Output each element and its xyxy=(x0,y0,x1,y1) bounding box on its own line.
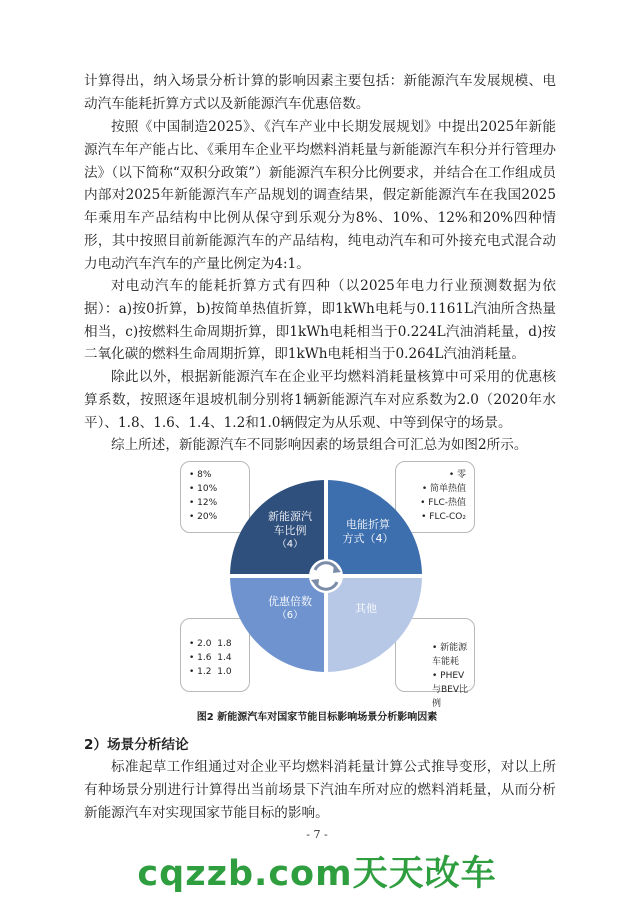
paragraph-2: 按照《中国制造2025》、《汽车产业中长期发展规划》中提出2025年新能源汽车年产能占比、《乘用车企业平均燃料消耗量与新能源汽车积分并行管理办法》（以下简称“双积分政策”）新能源汽车积分比例要求，并结合在工作组成员内部对2025年新能源汽车产品规划的调查结果，假定新能源汽车在我国2025年乘用车产品结构中比例从保守到乐观分为8%、10%、12%和20%四种情形，其中按照目前新能源汽车的产品结构，纯电动汽车和可外接充电式混合动力电动汽车汽车的产量比例定为4:1。 xyxy=(84,119,556,272)
figure-caption: 图2 新能源汽车对国家节能目标影响场景分析影响因素 xyxy=(196,712,438,723)
factor-diagram xyxy=(176,458,477,709)
paragraph-4: 除此以外，根据新能源汽车在企业平均燃料消耗量核算中可采用的优惠核算系数，按照逐年退坡机制分别将1辆新能源汽车对应系数为2.0（2020年水平）、1.8、1.6、1.4、1.2和1.0辆假定为从乐观、中等到保守的场景。 xyxy=(84,369,556,431)
multiplier-option: • 1.6 1.4 xyxy=(189,653,232,663)
paragraph-1: 计算得出，纳入场景分析计算的影响因素主要包括：新能源汽车发展规模、电动汽车能耗折算方式以及新能源汽车优惠倍数。 xyxy=(84,73,556,112)
quadrant-circle xyxy=(176,458,477,694)
share-option: • 10% xyxy=(189,484,218,494)
paragraph-3: 对电动汽车的能耗折算方式有四种（以2025年电力行业预测数据为依据）：a)按0折算，b)按简单热值折算，即1kWh电耗与0.1161L汽油所含热量相当，c)按燃料生命周期折算，即1kWh电耗相当于0.224L汽油消耗量，d)按二氧化碳的燃料生命周期折算，即1kWh电耗相当于0.264L汽油消耗量。 xyxy=(84,278,556,363)
conversion-option: • 零 xyxy=(448,470,466,480)
share-option: • 12% xyxy=(189,498,218,508)
multiplier-option: • 1.2 1.0 xyxy=(189,667,232,677)
conversion-option: • FLC-热值 xyxy=(420,498,466,508)
share-option: • 8% xyxy=(189,470,212,480)
quadrant-conversion-label: 电能折算 方式（4） xyxy=(342,518,394,545)
paragraph-6: 标准起草工作组通过对企业平均燃料消耗量计算公式推导变形，对以上所有种场景分别进行计算得出当前场景下汽油车所对应的燃料消耗量，从而分析新能源汽车对实现国家节能目标的影响。 xyxy=(84,759,556,821)
quadrant-other-label: 其他 xyxy=(355,602,377,615)
other-option: • 新能源车能耗 xyxy=(432,643,468,667)
watermark: cqzzb.com天天改车 xyxy=(137,854,497,894)
section-heading: 2）场景分析结论 xyxy=(84,737,189,753)
quadrant-multiplier xyxy=(230,576,326,672)
conversion-option: • 简单热值 xyxy=(421,484,466,494)
multiplier-option: • 2.0 1.8 xyxy=(189,639,232,649)
conversion-option: • FLC-CO₂ xyxy=(421,512,466,522)
paragraph-5: 综上所述，新能源汽车不同影响因素的场景组合可汇总为如图2所示。 xyxy=(111,437,528,453)
other-option: • PHEV与BEV比例 xyxy=(432,671,469,709)
quadrant-share-label: 新能源汽 车比例 （4） xyxy=(268,510,312,550)
quadrant-other xyxy=(326,576,422,672)
page-number: - 7 - xyxy=(306,828,328,841)
quadrant-multiplier-label: 优惠倍数 （6） xyxy=(268,595,312,621)
share-option: • 20% xyxy=(189,512,218,522)
